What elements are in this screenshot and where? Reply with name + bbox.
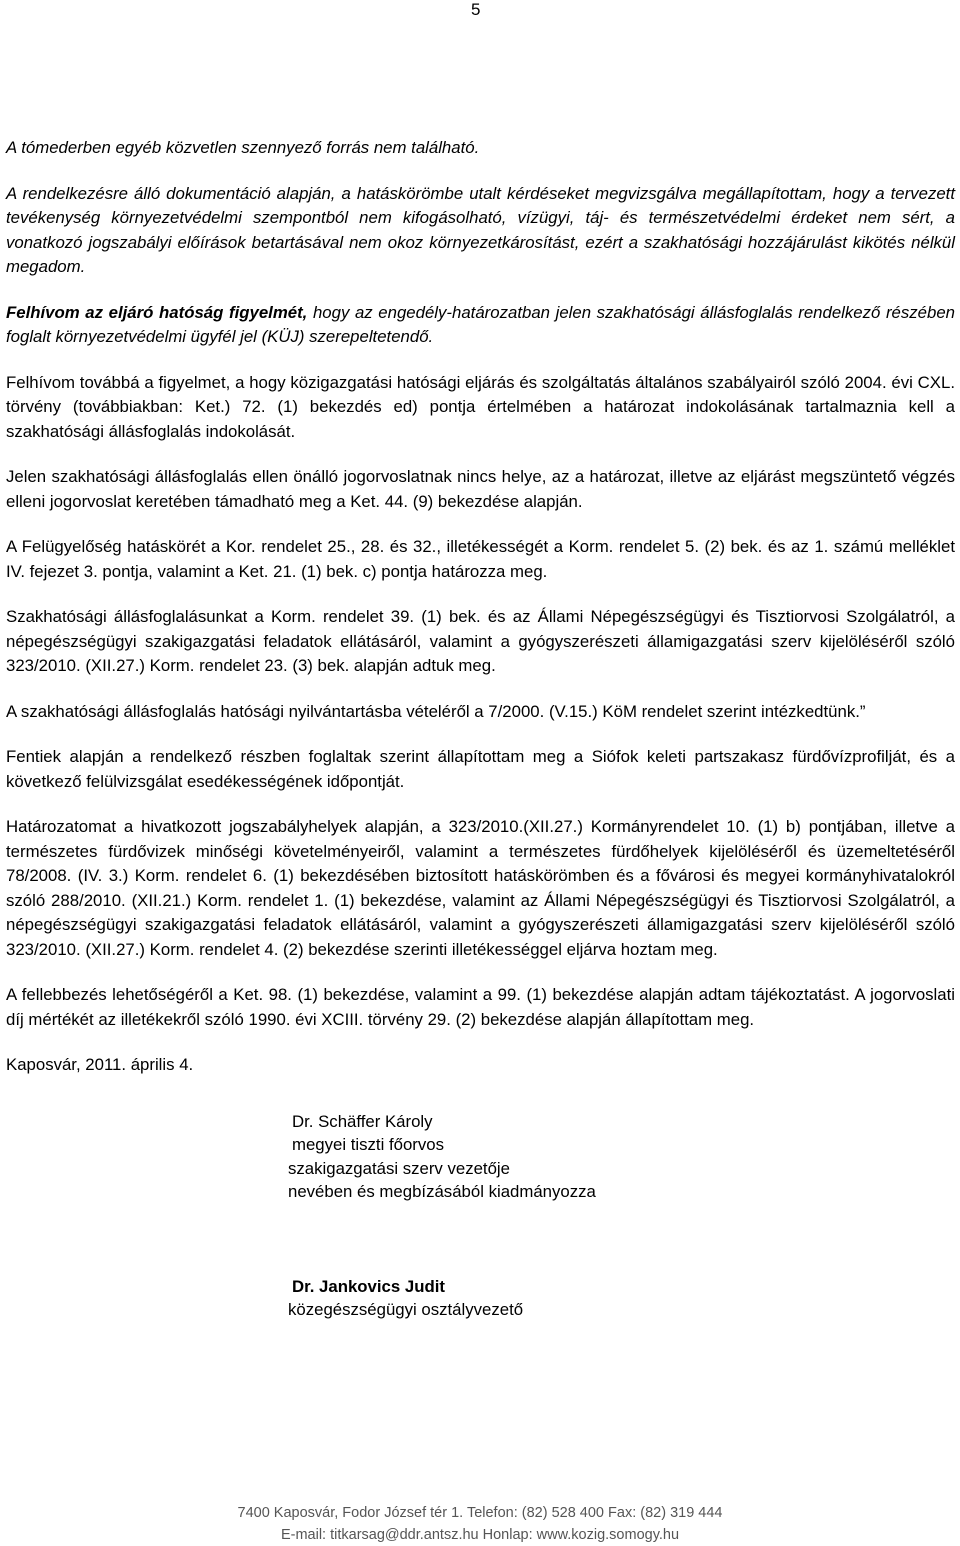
place-and-date: Kaposvár, 2011. április 4. (6, 1055, 194, 1074)
paragraph-legal-basis: Határozatomat a hivatkozott jogszabályhelyek alapján, a 323/2010.(XII.27.) Kormányrendelet 10. (1) b) pontjában, illetve a természetes fürdővizek minőségi követelményeiről, valamint a természetes fürdőhelyek kijelöléséről és üzemeltetéséről 78/2008. (IV. 3.) Korm. rendelet 6. (1) bekezdésében biztosított hatáskörömben és a fővárosi és megyei kormányhivatalokról szóló 288/2010. (XII.21.) Korm. rendelet 1. (1) bekezdése, valamint az Állami Népegészségügyi és Tisztiorvosi Szolgálatról, a népegészségügyi szakigazgatási feladatok ellátásáról, valamint a gyógyszerészeti államigazgatási szerv kijelöléséről szóló 323/2010. (XII.27.) Korm. rendelet 4. (2) bekezdése szerinti illetékességgel eljárva hoztam meg. (6, 817, 955, 959)
paragraph-bathing-water-profile: Fentiek alapján a rendelkező részben foglaltak szerint állapítottam meg a Siófok keleti partszakasz fürdővízprofilját, és a következő felülvizsgálat esedékességének időpontját. (6, 747, 955, 791)
department-head-title: közegészségügyi osztályvezető (288, 1300, 524, 1319)
notice-lead: Felhívom az eljáró hatóság figyelmét, (6, 302, 308, 322)
footer-address: 7400 Kaposvár, Fodor József tér 1. Telefon: (82) 528 400 Fax: (82) 319 444 (237, 1505, 723, 1521)
signature-block-department-head (288, 1275, 955, 1322)
department-head-name: Dr. Jankovics Judit (292, 1276, 445, 1296)
page-footer (0, 1502, 960, 1546)
paragraph-appeal-info: A fellebbezés lehetőségéről a Ket. 98. (1) bekezdése, valamint a 99. (1) bekezdése alapján adtam tájékoztatást. A jogorvoslati díj mértékét az illetékekről szóló 1990. évi XCIII. törvény 29. (2) bekezdése alapján állapítottam meg. (6, 985, 955, 1029)
document-body (6, 136, 955, 1322)
paragraph-authority-opinion: Szakhatósági állásfoglalásunkat a Korm. rendelet 39. (1) bek. és az Állami Népegészségügyi és Tisztiorvosi Szolgálatról, a népegészségügyi szakigazgatási feladatok ellátásáról, valamint a gyógyszerészeti államigazgatási szerv kijelöléséről szóló 323/2010. (XII.27.) Korm. rendelet 23. (3) bek. alapján adtuk meg. (6, 607, 955, 675)
signature-block-chief-medical-officer (288, 1110, 955, 1204)
paragraph-environmental-assessment: A rendelkezésre álló dokumentáció alapján, a hatáskörömbe utalt kérdéseket megvizsgálva megállapítottam, hogy a tervezett tevékenység környezetvédelmi szempontból nem kifogásolható, vízügyi, táj- és természetvédelmi érdeket nem sért, a vonatkozó jogszabályi előírások betartásával nem okoz környezetkárosítást, ezért a szakhatósági hozzájárulást kikötés nélkül megadom. (6, 183, 955, 276)
notice-rest: hogy az engedély-határozatban jelen szakhatósági állásfoglalás rendelkező részében foglalt környezetvédelmi ügyfél jel (KÜJ) szerepeltetendő. (6, 302, 955, 346)
page-number: 5 (471, 0, 481, 19)
paragraph-further-notice: Felhívom továbbá a figyelmet, a hogy közigazgatási hatósági eljárás és szolgáltatás általános szabályairól szóló 2004. évi CXL. törvény (továbbiakban: Ket.) 72. (1) bekezdés ed) pontja értelmében a határozat indokolásának tartalmaznia kell a szakhatósági állásfoglalás indokolását. (6, 372, 955, 441)
footer-contact: E-mail: titkarsag@ddr.antsz.hu Honlap: www.kozig.somogy.hu (280, 1527, 680, 1543)
signatory-title: megyei tiszti főorvos (292, 1135, 445, 1154)
paragraph-notice-authority (6, 301, 955, 350)
signatory-role: szakigazgatási szerv vezetője (288, 1158, 510, 1178)
signatory-note: nevében és megbízásából kiadmányozza (288, 1182, 596, 1201)
signatory-name: Dr. Schäffer Károly (292, 1111, 433, 1131)
paragraph-competence: A Felügyelőség hatáskörét a Kor. rendelet 25., 28. és 32., illetékességét a Korm. rendelet 5. (2) bek. és az 1. számú melléklet IV. fejezet 3. pontja, valamint a Ket. 21. (1) bek. c) pontja határozza meg. (6, 537, 955, 581)
paragraph-registry: A szakhatósági állásfoglalás hatósági nyilvántartásba vételéről a 7/2000. (V.15.) KöM rendelet szerint intézkedtünk.” (6, 701, 866, 721)
paragraph-pollution-source: A tómederben egyéb közvetlen szennyező forrás nem található. (6, 138, 480, 157)
paragraph-legal-remedy: Jelen szakhatósági állásfoglalás ellen önálló jogorvoslatnak nincs helye, az a határozat, illetve az eljárást megszüntető végzés elleni jogorvoslat keretében támadható meg a Ket. 44. (9) bekezdése alapján. (6, 467, 955, 511)
